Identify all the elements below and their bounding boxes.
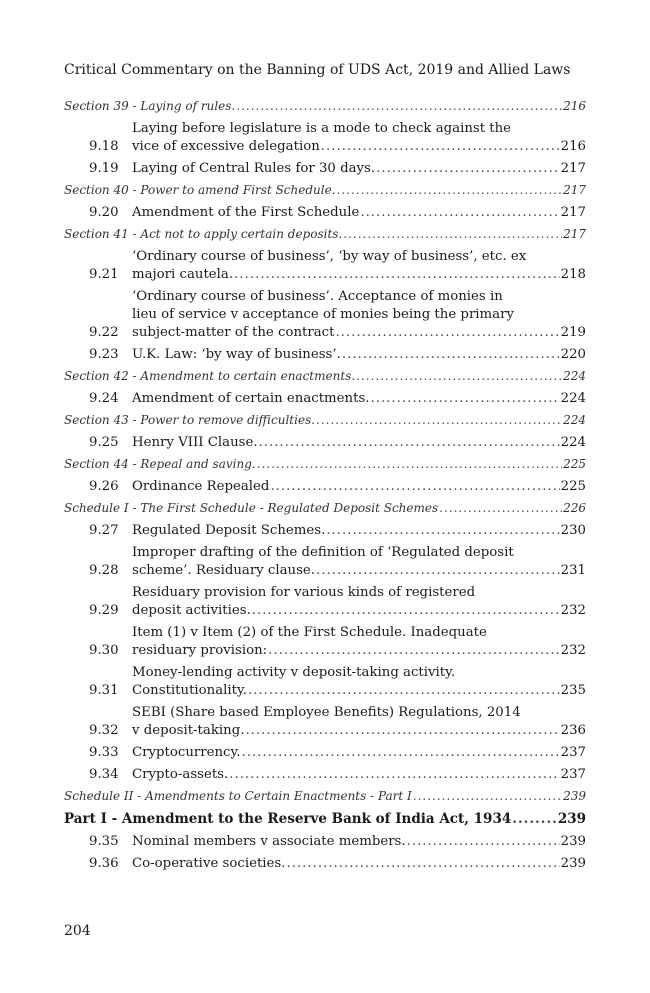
dot-leader: [270, 478, 559, 496]
dot-leader: [316, 562, 560, 580]
toc-entry: [64, 478, 586, 496]
toc-page-number: 226: [563, 501, 586, 515]
toc-entry: [64, 624, 586, 660]
toc-section: [64, 98, 586, 115]
toc-part: [64, 810, 586, 829]
running-head: Critical Commentary on the Banning of UDS Act, 2019 and Allied Laws: [64, 62, 571, 78]
toc-entry: [64, 346, 586, 364]
toc-entry: [64, 204, 586, 222]
toc-entry-title: Money-lending activity v deposit-taking activity.: [132, 665, 456, 680]
toc-entry: [64, 248, 586, 284]
dot-leader: [252, 602, 560, 620]
toc-entry-number: 9.32: [89, 723, 119, 738]
toc-entry: [64, 744, 586, 762]
toc-entry-title: Item (1) v Item (2) of the First Schedule. Inadequate: [132, 625, 487, 640]
toc-page-number: 231: [560, 563, 586, 578]
toc-page-number: 239: [563, 789, 586, 803]
toc-entry-number: 9.34: [89, 767, 119, 782]
toc-entry-title: Henry VIII Clause.: [132, 435, 258, 450]
toc-entry-number: 9.20: [89, 205, 119, 220]
toc-entry: [64, 120, 586, 156]
toc-entry: [64, 160, 586, 178]
toc-page-number: 239: [560, 856, 586, 871]
toc-entry-title: ‘Ordinary course of business’. Acceptance of monies in: [132, 289, 503, 304]
dot-leader: [268, 642, 559, 660]
toc-page-number: 224: [563, 413, 586, 427]
toc-entry: [64, 522, 586, 540]
dot-leader: [326, 522, 559, 540]
toc-entry-title: v deposit-taking.: [132, 723, 245, 738]
dot-leader: [356, 368, 562, 385]
toc-entry: [64, 584, 586, 620]
toc-entry-title: residuary provision:: [132, 643, 268, 658]
toc-entry-title: Part I - Amendment to the Reserve Bank of India Act, 1934: [64, 811, 512, 827]
toc-entry-number: 9.21: [89, 267, 119, 282]
toc-page-number: 230: [560, 523, 586, 538]
toc-entry-number: 9.25: [89, 435, 119, 450]
toc-page-number: 224: [560, 435, 586, 450]
dot-leader: [234, 266, 560, 284]
dot-leader: [286, 855, 559, 873]
toc-entry-title: Section 40 - Power to amend First Schedule.: [64, 183, 336, 197]
toc-entry: [64, 855, 586, 873]
toc-page-number: 217: [560, 161, 586, 176]
toc-entry-title: Co-operative societies.: [132, 856, 286, 871]
toc-entry-title: Ordinance Repealed: [132, 479, 270, 494]
toc-page-number: 232: [560, 643, 586, 658]
dot-leader: [229, 766, 559, 784]
dot-leader: [257, 456, 562, 473]
toc-section: [64, 368, 586, 385]
toc-section: [64, 182, 586, 199]
dot-leader: [360, 204, 559, 222]
toc-entry-title: Crypto-assets.: [132, 767, 229, 782]
toc-section: [64, 788, 586, 805]
dot-leader: [241, 744, 559, 762]
toc-entry-title: Section 41 - Act not to apply certain deposits.: [64, 227, 343, 241]
toc-entry: [64, 766, 586, 784]
toc-entry-title: Nominal members v associate members.: [132, 834, 406, 849]
dot-leader: [413, 788, 562, 805]
toc-entry: [64, 544, 586, 580]
dot-leader: [335, 324, 559, 342]
toc-entry-title: Section 42 - Amendment to certain enactments.: [64, 369, 356, 383]
toc-page-number: 237: [560, 767, 586, 782]
toc-entry-title: majori cautela.: [132, 267, 234, 282]
toc-entry-title: U.K. Law: ‘by way of business’.: [132, 347, 341, 362]
toc-entry-number: 9.23: [89, 347, 119, 362]
dot-leader: [407, 833, 560, 851]
toc-page-number: 216: [560, 139, 586, 154]
toc-page-number: 235: [560, 683, 586, 698]
toc-entry-title: ‘Ordinary course of business’, ‘by way of business’, etc. ex: [132, 249, 527, 264]
toc-entry-title: subject-matter of the contract: [132, 325, 335, 340]
dot-leader: [321, 138, 560, 156]
toc-page-number: 224: [563, 369, 586, 383]
table-of-contents: [64, 98, 586, 877]
dot-leader: [342, 346, 560, 364]
dot-leader: [248, 682, 560, 700]
toc-entry-title: Cryptocurrency.: [132, 745, 241, 760]
dot-leader: [316, 412, 562, 429]
toc-entry: [64, 833, 586, 851]
toc-entry-title: Schedule I - The First Schedule - Regulated Deposit Schemes: [64, 501, 439, 515]
toc-entry-title: scheme’. Residuary clause.: [132, 563, 316, 578]
toc-entry-title: lieu of service v acceptance of monies being the primary: [132, 307, 514, 322]
toc-entry-title: Section 39 - Laying of rules.: [64, 99, 236, 113]
toc-page-number: 232: [560, 603, 586, 618]
toc-entry-number: 9.26: [89, 479, 119, 494]
toc-entry: [64, 434, 586, 452]
dot-leader: [259, 434, 560, 452]
dot-leader: [245, 722, 559, 740]
toc-entry: [64, 288, 586, 342]
toc-entry-number: 9.33: [89, 745, 119, 760]
toc-section: [64, 456, 586, 473]
toc-page-number: 217: [563, 227, 586, 241]
toc-entry-title: Section 43 - Power to remove difficulties.: [64, 413, 316, 427]
dot-leader: [371, 390, 560, 408]
toc-entry-title: Amendment of certain enactments.: [132, 391, 370, 406]
toc-entry: [64, 390, 586, 408]
toc-entry-title: Regulated Deposit Schemes.: [132, 523, 326, 538]
toc-page-number: 224: [560, 391, 586, 406]
dot-leader: [512, 810, 557, 829]
toc-entry-title: Constitutionality.: [132, 683, 247, 698]
toc-page-number: 217: [560, 205, 586, 220]
toc-entry-number: 9.36: [89, 856, 119, 871]
toc-entry-title: Improper drafting of the definition of ‘Regulated deposit: [132, 545, 514, 560]
toc-page-number: 237: [560, 745, 586, 760]
toc-entry-title: Residuary provision for various kinds of registered: [132, 585, 476, 600]
toc-entry-title: Laying of Central Rules for 30 days.: [132, 161, 376, 176]
page-number: 204: [64, 923, 91, 939]
toc-page-number: 216: [563, 99, 586, 113]
toc-entry-number: 9.35: [89, 834, 119, 849]
toc-page-number: 239: [560, 834, 586, 849]
toc-entry-number: 9.18: [89, 139, 119, 154]
toc-entry-title: Laying before legislature is a mode to check against the: [132, 121, 512, 136]
dot-leader: [439, 500, 562, 517]
toc-section: [64, 412, 586, 429]
toc-entry-title: Amendment of the First Schedule: [132, 205, 360, 220]
toc-entry-title: deposit activities.: [132, 603, 251, 618]
toc-page-number: 217: [563, 183, 586, 197]
toc-entry: [64, 704, 586, 740]
toc-page-number: 218: [560, 267, 586, 282]
dot-leader: [343, 226, 562, 243]
toc-page-number: 225: [560, 479, 586, 494]
toc-page-number: 236: [560, 723, 586, 738]
toc-entry-number: 9.22: [89, 325, 119, 340]
toc-page-number: 225: [563, 457, 586, 471]
toc-page-number: 219: [560, 325, 586, 340]
toc-entry-number: 9.31: [89, 683, 119, 698]
toc-entry-title: Schedule II - Amendments to Certain Enactments - Part I: [64, 789, 412, 803]
toc-entry: [64, 664, 586, 700]
toc-page-number: 220: [560, 347, 586, 362]
dot-leader: [337, 182, 563, 199]
toc-entry-number: 9.27: [89, 523, 119, 538]
toc-entry-title: SEBI (Share based Employee Benefits) Regulations, 2014: [132, 705, 521, 720]
toc-section: [64, 226, 586, 243]
toc-section: [64, 500, 586, 517]
toc-entry-number: 9.30: [89, 643, 119, 658]
toc-entry-number: 9.24: [89, 391, 119, 406]
toc-entry-title: Section 44 - Repeal and saving.: [64, 457, 256, 471]
toc-entry-number: 9.28: [89, 563, 119, 578]
toc-entry-title: vice of excessive delegation: [132, 139, 320, 154]
toc-entry-number: 9.29: [89, 603, 119, 618]
dot-leader: [236, 98, 562, 115]
dot-leader: [376, 160, 560, 178]
toc-entry-number: 9.19: [89, 161, 119, 176]
toc-page-number: 239: [557, 811, 586, 827]
